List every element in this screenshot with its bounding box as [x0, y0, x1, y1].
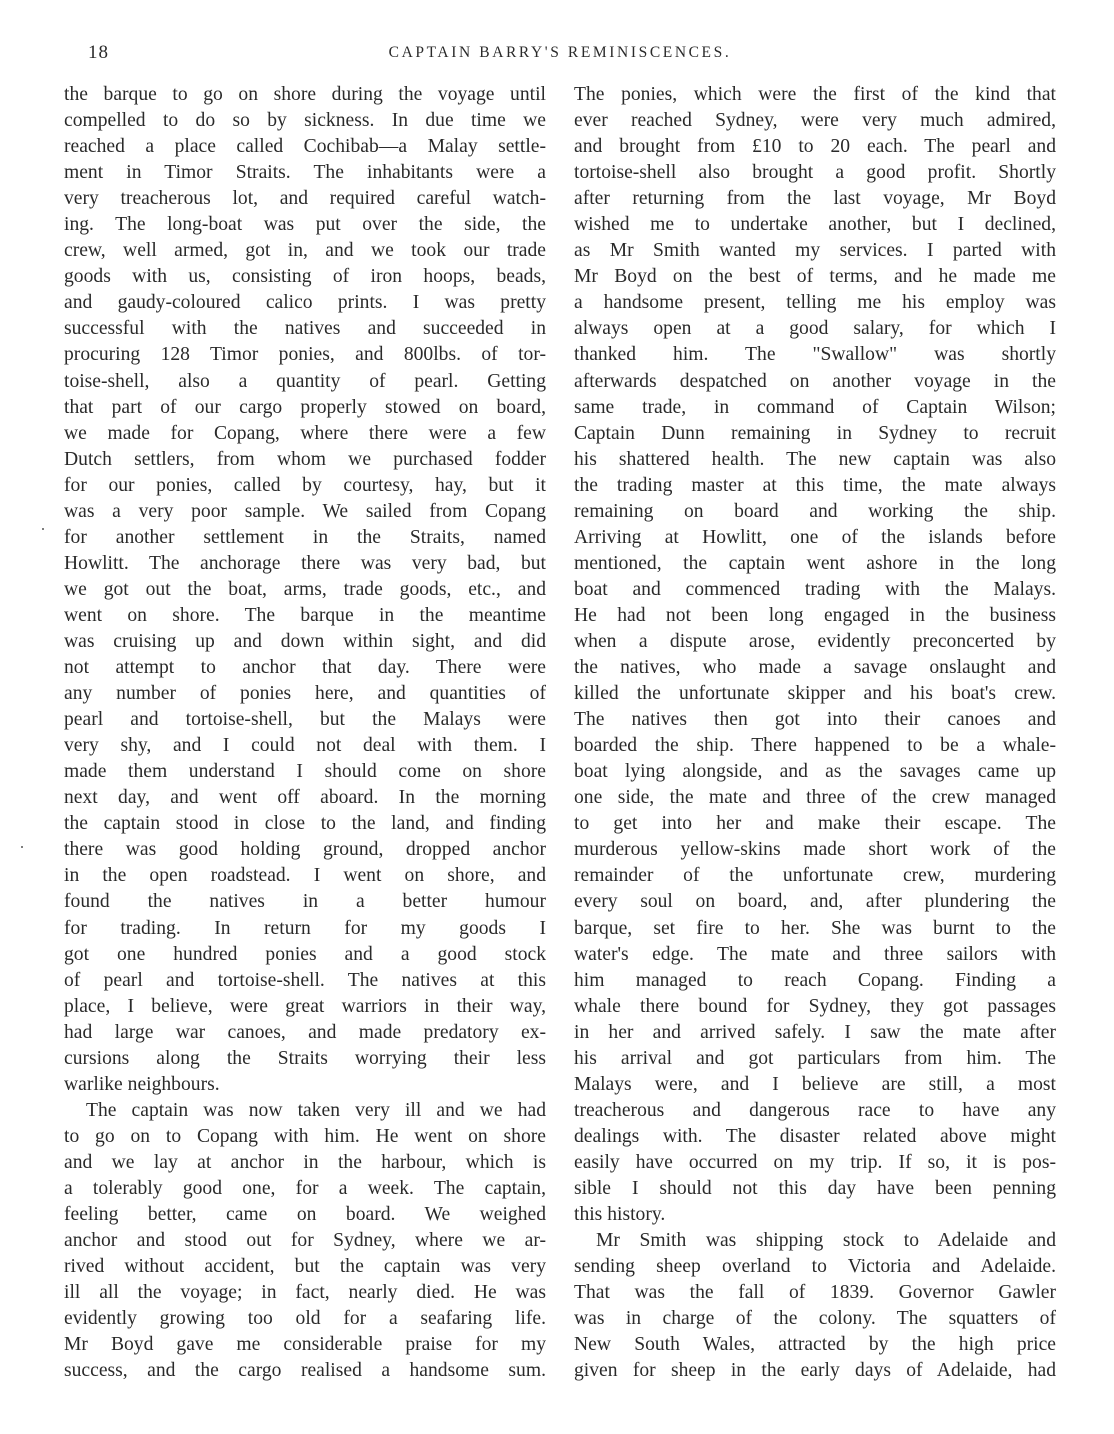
text-line: the trading master at this time, the mate always	[574, 474, 1056, 496]
text-line: ing. The long-boat was put over the side, the	[64, 214, 546, 236]
text-line: compelled to do so by sickness. In due time we	[64, 110, 546, 132]
text-line: The natives then got into their canoes and	[574, 709, 1056, 731]
text-line: one side, the mate and three of the crew managed	[574, 787, 1056, 809]
text-line: wished me to undertake another, but I declined,	[574, 214, 1056, 236]
text-line: that part of our cargo properly stowed on board,	[64, 396, 546, 418]
text-line: mentioned, the captain went ashore in the long	[574, 552, 1056, 574]
text-line: New South Wales, attracted by the high price	[574, 1334, 1056, 1356]
text-line: evidently growing too old for a seafaring life.	[64, 1308, 546, 1330]
text-line: remainder of the unfortunate crew, murdering	[574, 865, 1056, 887]
text-line: ill all the voyage; in fact, nearly died. He was	[64, 1282, 546, 1304]
text-line: his shattered health. The new captain was also	[574, 448, 1056, 470]
text-line: Mr Smith was shipping stock to Adelaide and	[596, 1230, 1056, 1252]
text-line: next day, and went off aboard. In the morning	[64, 787, 546, 809]
text-line: That was the fall of 1839. Governor Gawler	[574, 1282, 1056, 1304]
text-line: always open at a good salary, for which I	[574, 318, 1056, 340]
text-line: The ponies, which were the first of the kind that	[574, 84, 1056, 105]
text-line: Arriving at Howlitt, one of the islands before	[574, 526, 1056, 548]
text-line: easily have occurred on my trip. If so, it is pos-	[574, 1151, 1056, 1173]
text-line: tortoise-shell also brought a good profit. Shortly	[574, 162, 1056, 184]
text-line: Captain Dunn remaining in Sydney to recruit	[574, 422, 1056, 444]
text-line: cursions along the Straits worrying their less	[64, 1047, 546, 1069]
text-line: in the open roadstead. I went on shore, and	[64, 865, 546, 887]
text-line: the barque to go on shore during the voyage until	[64, 84, 546, 105]
text-line: toise-shell, also a quantity of pearl. Getting	[64, 370, 546, 392]
text-line: barque, set fire to her. She was burnt to the	[574, 917, 1056, 939]
text-line: boat lying alongside, and as the savages came up	[574, 761, 1056, 783]
text-line: feeling better, came on board. We weighed	[64, 1204, 546, 1226]
text-line: pearl and tortoise-shell, but the Malays were	[64, 709, 546, 731]
text-line: for our ponies, called by courtesy, hay, but it	[64, 474, 546, 496]
text-line: anchor and stood out for Sydney, where we ar-	[64, 1230, 546, 1252]
text-line: killed the unfortunate skipper and his boat's crew.	[574, 683, 1056, 705]
scan-speck	[21, 846, 23, 848]
text-line: successful with the natives and succeeded in	[64, 318, 546, 340]
text-line: for trading. In return for my goods I	[64, 917, 546, 939]
text-line: a tolerably good one, for a week. The captain,	[64, 1177, 546, 1199]
text-line: Malays were, and I believe are still, a most	[574, 1073, 1056, 1095]
text-line: after returning from the last voyage, Mr Boyd	[574, 188, 1056, 210]
text-line: rived without accident, but the captain was very	[64, 1256, 546, 1278]
text-line: boarded the ship. There happened to be a whale-	[574, 735, 1056, 757]
text-line: ever reached Sydney, were very much admired,	[574, 110, 1056, 132]
page-number: 18	[88, 42, 109, 63]
text-line: when a dispute arose, evidently preconcerted by	[574, 630, 1056, 652]
text-line: given for sheep in the early days of Adelaide, had	[574, 1360, 1056, 1382]
text-line: procuring 128 Timor ponies, and 800lbs. of tor-	[64, 344, 546, 366]
text-line: to get into her and make their escape. The	[574, 813, 1056, 835]
text-line: and brought from £10 to 20 each. The pearl and	[574, 136, 1056, 158]
text-line: was cruising up and down within sight, and did	[64, 630, 546, 652]
text-line: went on shore. The barque in the meantime	[64, 604, 546, 626]
text-line: ment in Timor Straits. The inhabitants were a	[64, 162, 546, 184]
text-line: there was good holding ground, dropped anchor	[64, 839, 546, 861]
text-line: the captain stood in close to the land, and finding	[64, 813, 546, 835]
text-line: this history.	[574, 1204, 666, 1226]
text-line: remaining on board and working the ship.	[574, 500, 1056, 522]
text-line: and we lay at anchor in the harbour, which is	[64, 1151, 546, 1173]
text-line: Dutch settlers, from whom we purchased fodder	[64, 448, 546, 470]
text-line: for another settlement in the Straits, named	[64, 526, 546, 548]
text-line: murderous yellow-skins made short work of the	[574, 839, 1056, 861]
text-line: treacherous and dangerous race to have any	[574, 1099, 1056, 1121]
text-line: had large war canoes, and made predatory ex-	[64, 1021, 546, 1043]
text-line: sending sheep overland to Victoria and Adelaide.	[574, 1256, 1056, 1278]
text-line: was in charge of the colony. The squatters of	[574, 1308, 1056, 1330]
text-line: goods with us, consisting of iron hoops, beads,	[64, 266, 546, 288]
right-column	[574, 82, 1056, 1384]
text-line: afterwards despatched on another voyage in the	[574, 370, 1056, 392]
text-line: as Mr Smith wanted my services. I parted with	[574, 240, 1056, 262]
text-line: to go on to Copang with him. He went on shore	[64, 1125, 546, 1147]
page-header	[64, 42, 1056, 72]
left-column	[64, 82, 546, 1384]
text-line: him managed to reach Copang. Finding a	[574, 969, 1056, 991]
text-line: Mr Boyd gave me considerable praise for my	[64, 1334, 546, 1356]
scan-speck	[42, 528, 44, 530]
text-line: got one hundred ponies and a good stock	[64, 943, 546, 965]
text-line: the natives, who made a savage onslaught and	[574, 657, 1056, 679]
text-line: The captain was now taken very ill and we had	[86, 1099, 546, 1121]
text-line: warlike neighbours.	[64, 1073, 220, 1095]
text-line: whale there bound for Sydney, they got passages	[574, 995, 1056, 1017]
text-line: a handsome present, telling me his employ was	[574, 292, 1056, 314]
text-line: we got out the boat, arms, trade goods, etc., and	[64, 578, 546, 600]
text-line: in her and arrived safely. I saw the mate after	[574, 1021, 1056, 1043]
text-line: same trade, in command of Captain Wilson;	[574, 396, 1056, 418]
text-line: his arrival and got particulars from him. The	[574, 1047, 1056, 1069]
text-line: sible I should not this day have been penning	[574, 1177, 1056, 1199]
text-line: boat and commenced trading with the Malays.	[574, 578, 1056, 600]
text-line: place, I believe, were great warriors in their way,	[64, 995, 546, 1017]
text-line: very shy, and I could not deal with them. I	[64, 735, 546, 757]
running-head: CAPTAIN BARRY'S REMINISCENCES.	[388, 44, 732, 61]
text-line: we made for Copang, where there were a few	[64, 422, 546, 444]
text-line: crew, well armed, got in, and we took our trade	[64, 240, 546, 262]
text-line: and gaudy-coloured calico prints. I was pretty	[64, 292, 546, 314]
text-line: not attempt to anchor that day. There were	[64, 657, 546, 679]
text-line: was a very poor sample. We sailed from Copang	[64, 500, 546, 522]
text-line: of pearl and tortoise-shell. The natives at this	[64, 969, 546, 991]
text-line: very treacherous lot, and required careful watch-	[64, 188, 546, 210]
text-line: thanked him. The "Swallow" was shortly	[574, 344, 1056, 366]
text-line: Howlitt. The anchorage there was very bad, but	[64, 552, 546, 574]
text-line: any number of ponies here, and quantities of	[64, 683, 546, 705]
text-line: made them understand I should come on shore	[64, 761, 546, 783]
text-line: found the natives in a better humour	[64, 891, 546, 913]
text-line: Mr Boyd on the best of terms, and he made me	[574, 266, 1056, 288]
text-line: every soul on board, and, after plundering the	[574, 891, 1056, 913]
text-line: reached a place called Cochibab—a Malay settle-	[64, 136, 546, 158]
text-line: water's edge. The mate and three sailors with	[574, 943, 1056, 965]
text-line: He had not been long engaged in the business	[574, 604, 1056, 626]
text-line: dealings with. The disaster related above might	[574, 1125, 1056, 1147]
text-line: success, and the cargo realised a handsome sum.	[64, 1360, 546, 1382]
